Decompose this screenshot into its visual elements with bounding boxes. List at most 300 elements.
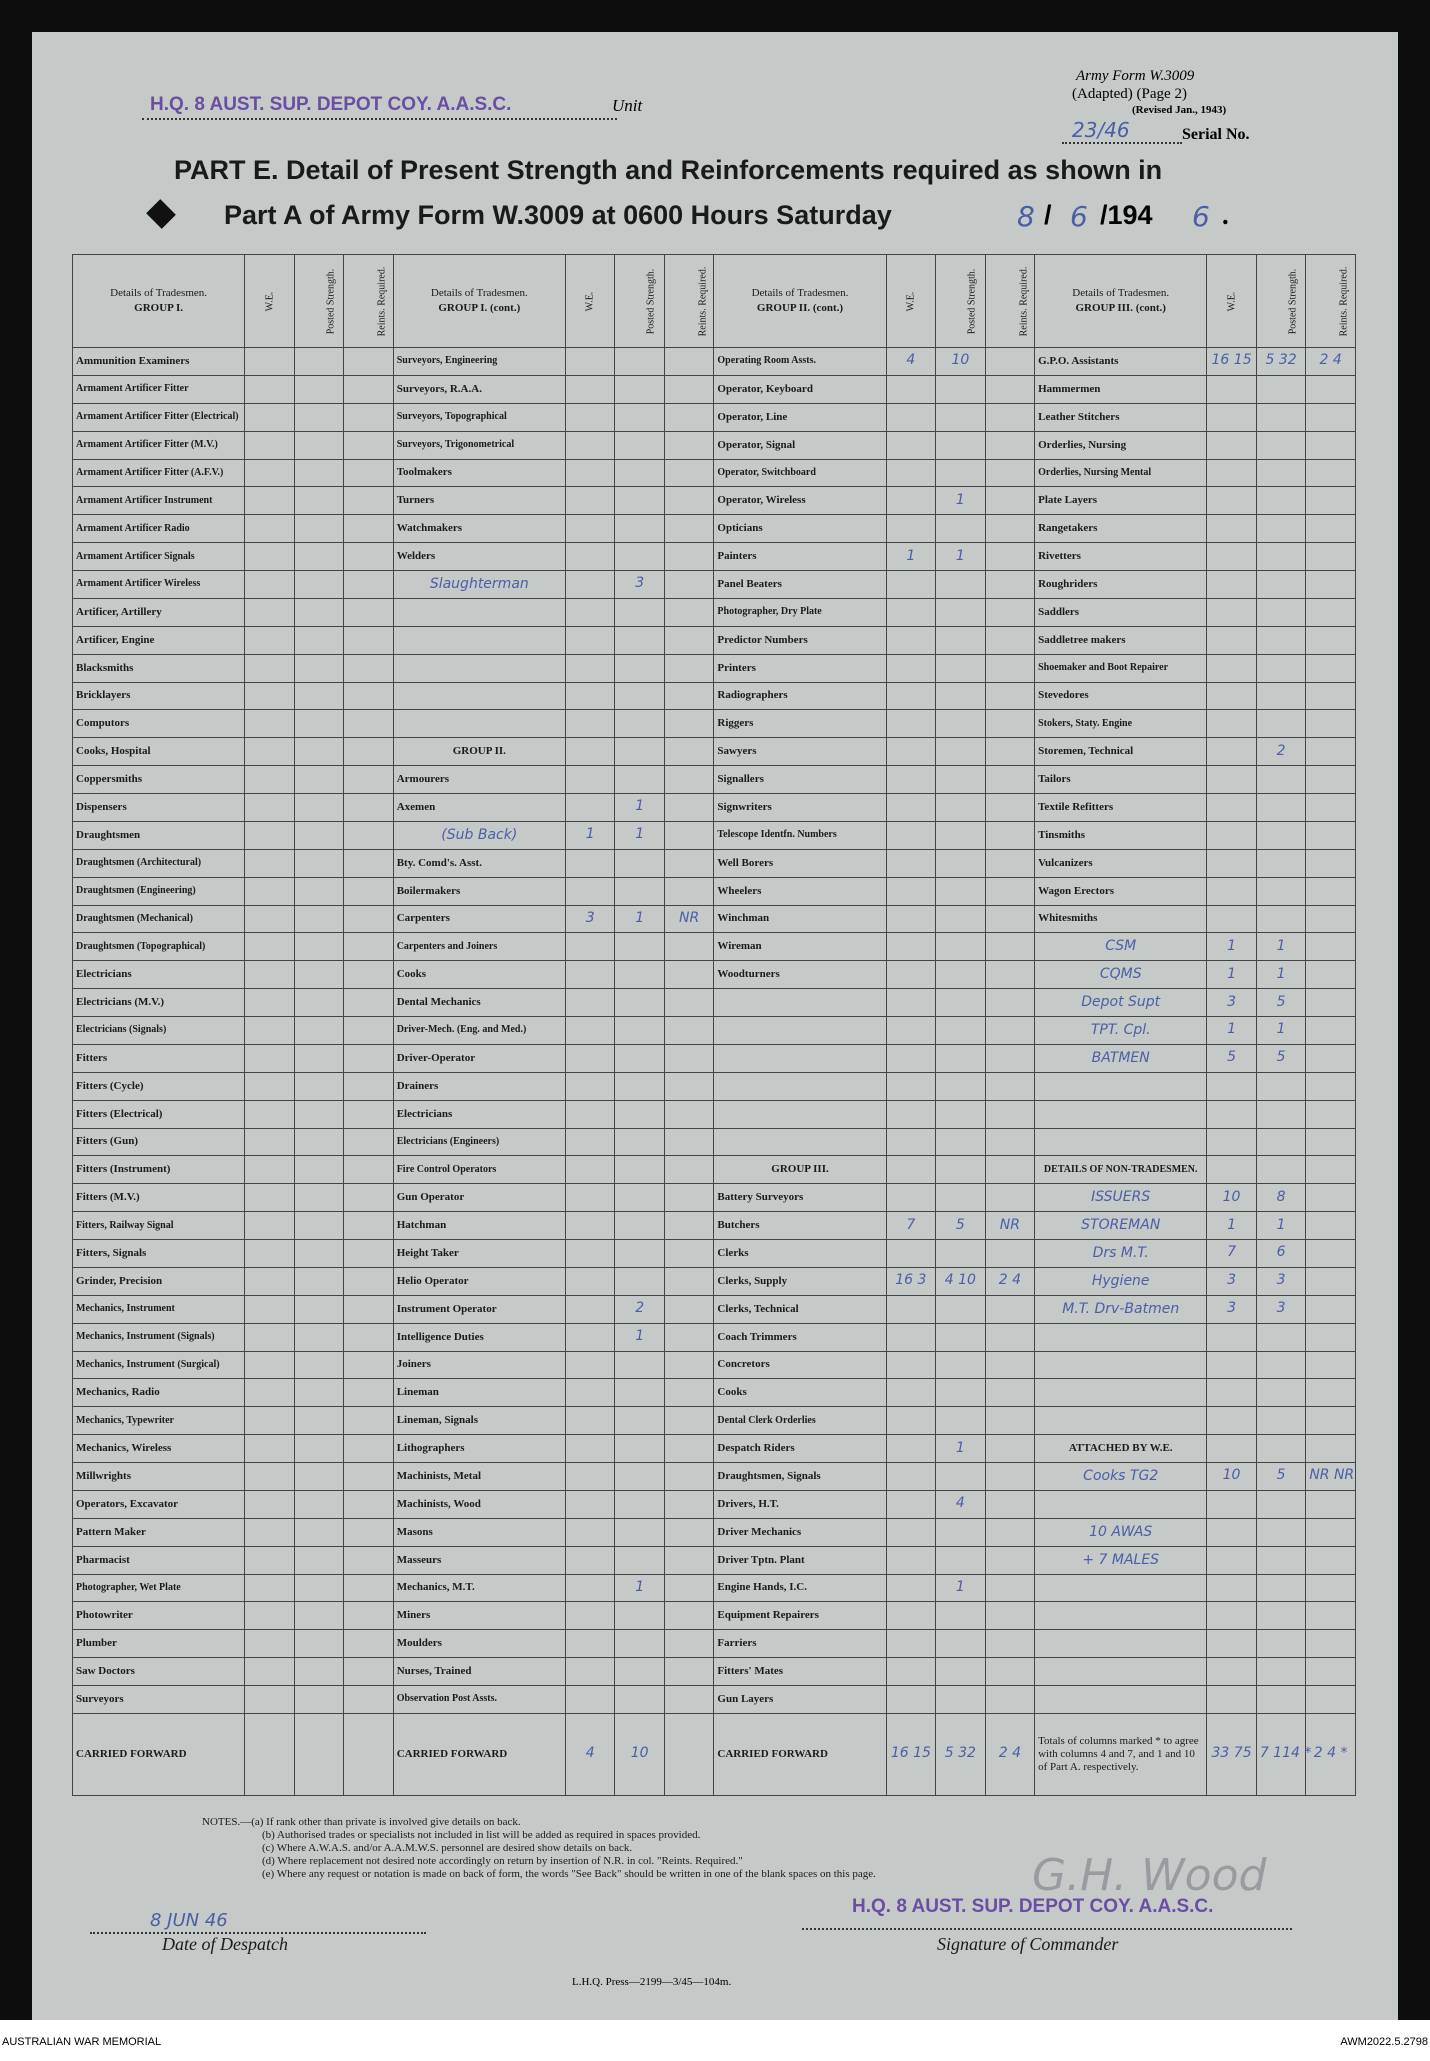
table-row [73, 821, 1356, 849]
we-cell [886, 1546, 936, 1574]
we-cell [886, 1490, 936, 1518]
posted-strength-cell [615, 1435, 665, 1463]
table-row [73, 710, 1356, 738]
trade-name-cell [714, 1044, 886, 1072]
handwritten-number: 1 [1276, 937, 1286, 954]
reinfs-required-cell [344, 1044, 394, 1072]
posted-strength-cell [294, 1267, 344, 1295]
posted-strength-cell [936, 989, 986, 1017]
posted-strength-cell [936, 431, 986, 459]
we-cell [565, 403, 615, 431]
handwritten-number: 1 [585, 826, 595, 843]
reinfs-required-cell [664, 849, 714, 877]
table-row [73, 1546, 1356, 1574]
table-row [73, 849, 1356, 877]
handwritten-number: 2 [1276, 742, 1286, 759]
form-revised: (Revised Jan., 1943) [1132, 104, 1227, 116]
table-row [73, 598, 1356, 626]
reinfs-required-cell [664, 989, 714, 1017]
reinfs-required-cell [1306, 710, 1356, 738]
reinfs-required-cell [344, 626, 394, 654]
reinfs-required-cell [985, 1379, 1035, 1407]
we-cell [245, 1490, 295, 1518]
reinfs-required-cell [344, 1017, 394, 1045]
trade-name-cell: Coach Trimmers [714, 1323, 886, 1351]
handwritten-entry: STOREMAN [1035, 1212, 1207, 1240]
handwritten-number: 1 [1276, 1021, 1286, 1038]
handwritten-number: 1 [635, 826, 645, 843]
trade-name-cell: Dental Clerk Orderlies [714, 1407, 886, 1435]
trade-name-cell: Fitters (M.V.) [73, 1184, 245, 1212]
handwritten-entry: BATMEN [1035, 1044, 1207, 1072]
posted-strength-cell [294, 403, 344, 431]
posted-strength-cell [936, 571, 986, 599]
table-row [73, 515, 1356, 543]
we-cell [1207, 348, 1257, 376]
handwritten-entry: ISSUERS [1035, 1184, 1207, 1212]
trade-name-cell: Signwriters [714, 794, 886, 822]
trade-name-cell: ATTACHED BY W.E. [1035, 1435, 1207, 1463]
we-cell [1207, 598, 1257, 626]
trade-name-cell: Cooks [714, 1379, 886, 1407]
trade-name-cell: Millwrights [73, 1463, 245, 1491]
header-reinfs: Reints. Required. [664, 255, 714, 348]
reinfs-required-cell [1306, 961, 1356, 989]
posted-strength-cell [294, 626, 344, 654]
handwritten-number: 16 15 [1211, 352, 1252, 369]
reinfs-required-cell [985, 1072, 1035, 1100]
handwritten-number: 16 3 [895, 1272, 927, 1289]
form-name: Army Form W.3009 [1076, 68, 1195, 84]
handwritten-number: 33 75 [1211, 1745, 1252, 1762]
trade-name-cell: Draughtsmen (Architectural) [73, 849, 245, 877]
reinfs-required-cell [985, 1686, 1035, 1714]
posted-strength-cell [294, 515, 344, 543]
reinfs-required-cell [664, 1351, 714, 1379]
posted-strength-cell [615, 766, 665, 794]
trade-name-cell: Bty. Comd's. Asst. [393, 849, 565, 877]
serial-value: 23/46 [1072, 118, 1130, 142]
reinfs-required-cell [344, 1407, 394, 1435]
reinfs-required-cell [985, 1658, 1035, 1686]
reinfs-required-cell [664, 598, 714, 626]
reinfs-required-cell [985, 1518, 1035, 1546]
reinfs-required-cell [664, 1212, 714, 1240]
posted-strength-cell [294, 738, 344, 766]
posted-strength-cell [615, 1602, 665, 1630]
we-cell [245, 1072, 295, 1100]
table-row [73, 1602, 1356, 1630]
reinfs-required-cell [1306, 1295, 1356, 1323]
we-cell [1207, 710, 1257, 738]
trade-name-cell [714, 989, 886, 1017]
posted-strength-cell [615, 543, 665, 571]
we-cell [1207, 1435, 1257, 1463]
note-c: (c) Where A.W.A.S. and/or A.A.M.W.S. personnel are desired show details on back. [262, 1842, 633, 1854]
posted-strength-cell [936, 375, 986, 403]
posted-strength-cell [294, 821, 344, 849]
posted-strength-cell [615, 1351, 665, 1379]
we-cell [1207, 1351, 1257, 1379]
posted-strength-cell [936, 1463, 986, 1491]
we-cell [245, 1546, 295, 1574]
we-cell [886, 348, 936, 376]
trade-name-cell: Artificer, Engine [73, 626, 245, 654]
we-cell [1207, 1407, 1257, 1435]
table-row [73, 348, 1356, 376]
posted-strength-cell [1256, 766, 1306, 794]
handwritten-number: 3 [635, 575, 645, 592]
trade-name-cell: Carpenters [393, 905, 565, 933]
reinfs-required-cell [985, 1100, 1035, 1128]
we-cell [245, 1212, 295, 1240]
trade-name-cell: Draughtsmen, Signals [714, 1463, 886, 1491]
we-cell [886, 1240, 936, 1268]
we-cell [886, 1379, 936, 1407]
we-cell [886, 821, 936, 849]
posted-strength-cell [294, 849, 344, 877]
posted-strength-cell [615, 1323, 665, 1351]
posted-strength-cell [936, 348, 986, 376]
reinfs-required-cell [1306, 905, 1356, 933]
posted-strength-cell [936, 459, 986, 487]
reinfs-required-cell [344, 766, 394, 794]
table-row [73, 1490, 1356, 1518]
handwritten-entry: 10 AWAS [1035, 1518, 1207, 1546]
trade-name-cell: Clerks, Supply [714, 1267, 886, 1295]
handwritten-number: 5 32 [944, 1745, 976, 1762]
we-cell [245, 682, 295, 710]
handwritten-number: 10 [951, 352, 970, 369]
posted-strength-cell [294, 1072, 344, 1100]
we-cell [886, 1156, 936, 1184]
posted-strength-cell [1256, 654, 1306, 682]
trade-name-cell: Mechanics, Instrument (Signals) [73, 1323, 245, 1351]
we-cell [565, 431, 615, 459]
posted-strength-cell [936, 1379, 986, 1407]
reinfs-required-cell [664, 1713, 714, 1795]
table-row [73, 989, 1356, 1017]
reinfs-required-cell [985, 849, 1035, 877]
trade-name-cell: Hatchman [393, 1212, 565, 1240]
we-cell [565, 738, 615, 766]
posted-strength-cell [294, 571, 344, 599]
we-cell [245, 543, 295, 571]
trade-name-cell: Surveyors, Trigonometrical [393, 431, 565, 459]
we-cell [886, 961, 936, 989]
reinfs-required-cell [664, 1323, 714, 1351]
posted-strength-cell [615, 431, 665, 459]
posted-strength-cell [1256, 933, 1306, 961]
trade-name-cell: Orderlies, Nursing Mental [1035, 459, 1207, 487]
we-cell [565, 515, 615, 543]
signature-stamp: H.Q. 8 AUST. SUP. DEPOT COY. A.A.S.C. [852, 1896, 1214, 1917]
posted-strength-cell [615, 1017, 665, 1045]
table-row [73, 1630, 1356, 1658]
posted-strength-cell [936, 487, 986, 515]
reinfs-required-cell [985, 1156, 1035, 1184]
posted-strength-cell [1256, 515, 1306, 543]
reinfs-required-cell [1306, 682, 1356, 710]
table-row [73, 1240, 1356, 1268]
reinfs-required-cell [985, 1574, 1035, 1602]
handwritten-number: 4 [955, 1495, 965, 1512]
trade-name-cell: Photowriter [73, 1602, 245, 1630]
handwritten-number: 1 [1276, 965, 1286, 982]
we-cell [886, 403, 936, 431]
we-cell [1207, 375, 1257, 403]
handwritten-number: 10 [1222, 1188, 1241, 1205]
trade-name-cell: Draughtsmen (Engineering) [73, 877, 245, 905]
reinfs-required-cell [344, 375, 394, 403]
we-cell [886, 543, 936, 571]
we-cell [245, 1184, 295, 1212]
posted-strength-cell [615, 571, 665, 599]
posted-strength-cell [615, 710, 665, 738]
reinfs-required-cell [664, 515, 714, 543]
table-row [73, 1295, 1356, 1323]
reinfs-required-cell [1306, 1072, 1356, 1100]
posted-strength-cell [294, 1630, 344, 1658]
table-row [73, 1351, 1356, 1379]
trade-name-cell: Engine Hands, I.C. [714, 1574, 886, 1602]
table-row [73, 459, 1356, 487]
reinfs-required-cell [1306, 1100, 1356, 1128]
trade-name-cell: Electricians (M.V.) [73, 989, 245, 1017]
trade-name-cell: Boilermakers [393, 877, 565, 905]
we-cell [1207, 1212, 1257, 1240]
reinfs-required-cell [1306, 1546, 1356, 1574]
we-cell [1207, 403, 1257, 431]
trade-name-cell: Vulcanizers [1035, 849, 1207, 877]
note-b: (b) Authorised trades or specialists not included in list will be added as required in spaces provided. [262, 1829, 701, 1841]
we-cell [245, 375, 295, 403]
trade-name-cell: Operator, Switchboard [714, 459, 886, 487]
we-cell [886, 515, 936, 543]
trade-name-cell: Roughriders [1035, 571, 1207, 599]
trade-name-cell: Fitters [73, 1044, 245, 1072]
despatch-date-hand: 8 JUN 46 [150, 1910, 228, 1931]
trade-name-cell: Operator, Wireless [714, 487, 886, 515]
trade-name-cell: Saddletree makers [1035, 626, 1207, 654]
reinfs-required-cell [985, 905, 1035, 933]
posted-strength-cell [1256, 1156, 1306, 1184]
reinfs-required-cell [985, 1490, 1035, 1518]
reinfs-required-cell [344, 821, 394, 849]
posted-strength-cell [294, 487, 344, 515]
trade-name-cell: Despatch Riders [714, 1435, 886, 1463]
we-cell [565, 1490, 615, 1518]
trade-name-cell: Masseurs [393, 1546, 565, 1574]
reinfs-required-cell [985, 1267, 1035, 1295]
trade-name-cell: Wireman [714, 933, 886, 961]
we-cell [1207, 766, 1257, 794]
handwritten-number: 5 [1227, 1049, 1237, 1066]
posted-strength-cell [615, 1518, 665, 1546]
we-cell [886, 1128, 936, 1156]
trade-name-cell [1035, 1100, 1207, 1128]
trade-name-cell: Machinists, Metal [393, 1463, 565, 1491]
posted-strength-cell [1256, 626, 1306, 654]
posted-strength-cell [936, 794, 986, 822]
trade-name-cell: Telescope Identfn. Numbers [714, 821, 886, 849]
we-cell [1207, 1156, 1257, 1184]
reinfs-required-cell [344, 598, 394, 626]
posted-strength-cell [615, 738, 665, 766]
trade-name-cell: Bricklayers [73, 682, 245, 710]
trade-name-cell [393, 710, 565, 738]
handwritten-number: 5 [955, 1216, 965, 1233]
posted-strength-cell [294, 348, 344, 376]
reinfs-required-cell [344, 1630, 394, 1658]
we-cell [565, 1518, 615, 1546]
posted-strength-cell [1256, 487, 1306, 515]
handwritten-entry: Slaughterman [393, 571, 565, 599]
trade-name-cell: Photographer, Wet Plate [73, 1574, 245, 1602]
we-cell [565, 1323, 615, 1351]
trade-name-cell: Plumber [73, 1630, 245, 1658]
we-cell [886, 933, 936, 961]
posted-strength-cell [615, 877, 665, 905]
posted-strength-cell [294, 598, 344, 626]
we-cell [565, 1100, 615, 1128]
reinfs-required-cell [985, 1295, 1035, 1323]
trade-name-cell: Watchmakers [393, 515, 565, 543]
posted-strength-cell [1256, 989, 1306, 1017]
header-reinfs: Reints. Required. [344, 255, 394, 348]
trade-name-cell: CARRIED FORWARD [714, 1713, 886, 1795]
reinfs-required-cell [664, 1518, 714, 1546]
posted-strength-cell [936, 1658, 986, 1686]
posted-strength-cell [936, 738, 986, 766]
we-cell [245, 905, 295, 933]
posted-strength-cell [936, 766, 986, 794]
we-cell [245, 1267, 295, 1295]
handwritten-number: 3 [585, 909, 595, 926]
we-cell [245, 710, 295, 738]
reinfs-required-cell [664, 961, 714, 989]
posted-strength-cell [294, 1379, 344, 1407]
reinfs-required-cell [985, 1435, 1035, 1463]
table-row [73, 738, 1356, 766]
posted-strength-cell [1256, 1100, 1306, 1128]
posted-strength-cell [1256, 1323, 1306, 1351]
reinfs-required-cell [1306, 571, 1356, 599]
trade-name-cell: Draughtsmen [73, 821, 245, 849]
trade-name-cell: Wheelers [714, 877, 886, 905]
reinfs-required-cell [1306, 515, 1356, 543]
trade-name-cell: Stokers, Staty. Engine [1035, 710, 1207, 738]
trade-name-cell: Signallers [714, 766, 886, 794]
reinfs-required-cell [985, 989, 1035, 1017]
posted-strength-cell [294, 431, 344, 459]
we-cell [886, 1212, 936, 1240]
posted-strength-cell [615, 849, 665, 877]
reinfs-required-cell [985, 1184, 1035, 1212]
handwritten-number: 1 [635, 1578, 645, 1595]
posted-strength-cell [936, 905, 986, 933]
reinfs-required-cell [344, 348, 394, 376]
posted-strength-cell [615, 375, 665, 403]
posted-strength-cell [294, 1435, 344, 1463]
we-cell [245, 1518, 295, 1546]
posted-strength-cell [1256, 1713, 1312, 1795]
we-cell [245, 403, 295, 431]
we-cell [1207, 487, 1257, 515]
posted-strength-cell [1256, 1072, 1306, 1100]
posted-strength-cell [1256, 1518, 1306, 1546]
handwritten-number: 1 [1227, 1216, 1237, 1233]
reinfs-required-cell [344, 1267, 394, 1295]
posted-strength-cell [1256, 1295, 1306, 1323]
handwritten-number: 5 [1276, 1049, 1286, 1066]
we-cell [565, 1072, 615, 1100]
posted-strength-cell [1256, 1602, 1306, 1630]
posted-strength-cell [936, 1490, 986, 1518]
we-cell [565, 1212, 615, 1240]
reinfs-required-cell [664, 1546, 714, 1574]
posted-strength-cell [1256, 1686, 1306, 1714]
trade-name-cell: GROUP II. [393, 738, 565, 766]
we-cell [245, 794, 295, 822]
handwritten-number: 3 [1276, 1300, 1286, 1317]
trade-name-cell: Mechanics, Wireless [73, 1435, 245, 1463]
posted-strength-cell [615, 933, 665, 961]
posted-strength-cell [936, 403, 986, 431]
trade-name-cell: DETAILS OF NON-TRADESMEN. [1035, 1156, 1207, 1184]
we-cell [245, 989, 295, 1017]
we-cell [565, 375, 615, 403]
we-cell [565, 1044, 615, 1072]
posted-strength-cell [294, 877, 344, 905]
trade-name-cell: Clerks [714, 1240, 886, 1268]
handwritten-number: NR [999, 1216, 1020, 1233]
signature-dotline [802, 1928, 1292, 1930]
reinfs-required-cell [664, 905, 714, 933]
we-cell [886, 571, 936, 599]
reinfs-required-cell [985, 571, 1035, 599]
trade-name-cell [1035, 1602, 1207, 1630]
trade-name-cell: Driver Tptn. Plant [714, 1546, 886, 1574]
we-cell [886, 849, 936, 877]
reinfs-required-cell [1306, 821, 1356, 849]
we-cell [245, 1602, 295, 1630]
reinfs-required-cell [1306, 877, 1356, 905]
posted-strength-cell [615, 487, 665, 515]
posted-strength-cell [294, 1128, 344, 1156]
reinfs-required-cell [1306, 348, 1356, 376]
handwritten-number: 3 [1276, 1272, 1286, 1289]
despatch-label: Date of Despatch [162, 1934, 288, 1954]
trade-name-cell: Fitters (Electrical) [73, 1100, 245, 1128]
we-cell [1207, 1518, 1257, 1546]
handwritten-entry: Depot Supt [1035, 989, 1207, 1017]
posted-strength-cell [615, 1267, 665, 1295]
reinfs-required-cell [985, 375, 1035, 403]
trade-name-cell [714, 1128, 886, 1156]
reinfs-required-cell [344, 1295, 394, 1323]
trade-name-cell: Operator, Signal [714, 431, 886, 459]
we-cell [886, 905, 936, 933]
trade-name-cell: Whitesmiths [1035, 905, 1207, 933]
reinfs-required-cell [344, 571, 394, 599]
posted-strength-cell [615, 1128, 665, 1156]
posted-strength-cell [294, 1686, 344, 1714]
posted-strength-cell [936, 1435, 986, 1463]
trade-name-cell [1035, 1574, 1207, 1602]
reinfs-required-cell [344, 431, 394, 459]
table-row [73, 933, 1356, 961]
